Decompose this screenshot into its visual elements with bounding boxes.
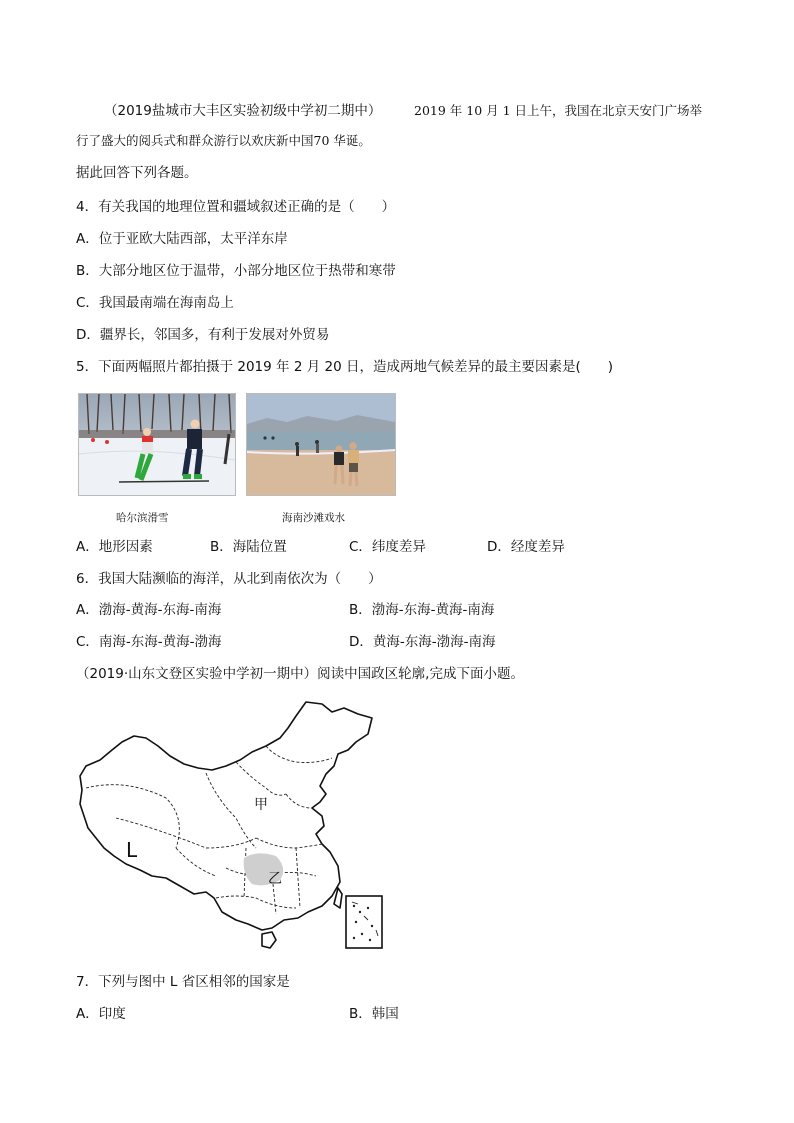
q6-option-b[interactable]: B．渤海-东海-黄海-南海 <box>349 602 495 618</box>
q5-option-d[interactable]: D．经度差异 <box>487 539 565 555</box>
q7-option-b[interactable]: B．韩国 <box>349 1006 399 1022</box>
q5-option-b[interactable]: B．海陆位置 <box>210 539 287 555</box>
map-label-l: L <box>126 838 138 862</box>
photo-caption-harbin: 哈尔滨滑雪 <box>116 512 169 524</box>
q7-option-a[interactable]: A．印度 <box>76 1006 126 1022</box>
photo-caption-hainan: 海南沙滩戏水 <box>282 512 345 524</box>
q4-stem: 4．有关我国的地理位置和疆域叙述正确的是（ ） <box>76 199 396 215</box>
q5-option-c[interactable]: C．纬度差异 <box>349 539 426 555</box>
q5-option-a[interactable]: A．地形因素 <box>76 539 153 555</box>
q4-option-a[interactable]: A．位于亚欧大陆西部，太平洋东岸 <box>76 231 288 247</box>
q6-stem: 6．我国大陆濒临的海洋，从北到南依次为（ ） <box>76 571 382 587</box>
q4-option-c[interactable]: C．我国最南端在海南岛上 <box>76 295 234 311</box>
intro-text-1: 2019 年 10 月 1 日上午，我国在北京天安门广场举 <box>414 103 703 118</box>
photo-harbin-skiing <box>78 393 236 496</box>
china-map <box>76 698 386 954</box>
photo-hainan-beach <box>246 393 396 496</box>
intro-text-1b: 行了盛大的阅兵式和群众游行以欢庆新中国70 华诞。 <box>76 133 371 148</box>
map-label-yi: 乙 <box>268 871 282 887</box>
q7-stem: 7．下列与图中 L 省区相邻的国家是 <box>76 974 290 990</box>
q6-option-d[interactable]: D．黄海-东海-渤海-南海 <box>349 634 496 650</box>
q6-option-a[interactable]: A．渤海-黄海-东海-南海 <box>76 602 222 618</box>
q5-stem: 5．下面两幅照片都拍摄于 2019 年 2 月 20 日，造成两地气候差异的最主要因素是( ) <box>76 359 613 375</box>
source-note-1: （2019盐城市大丰区实验初级中学初二期中） <box>104 103 382 119</box>
source-note-2: （2019·山东文登区实验中学初一期中）阅读中国政区轮廓,完成下面小题。 <box>76 666 524 682</box>
q4-option-d[interactable]: D．疆界长，邻国多，有利于发展对外贸易 <box>76 327 330 343</box>
q6-option-c[interactable]: C．南海-东海-黄海-渤海 <box>76 634 222 650</box>
q4-option-b[interactable]: B．大部分地区位于温带，小部分地区位于热带和寒带 <box>76 263 396 279</box>
map-label-jia: 甲 <box>254 797 268 813</box>
instruction: 据此回答下列各题。 <box>76 165 198 181</box>
